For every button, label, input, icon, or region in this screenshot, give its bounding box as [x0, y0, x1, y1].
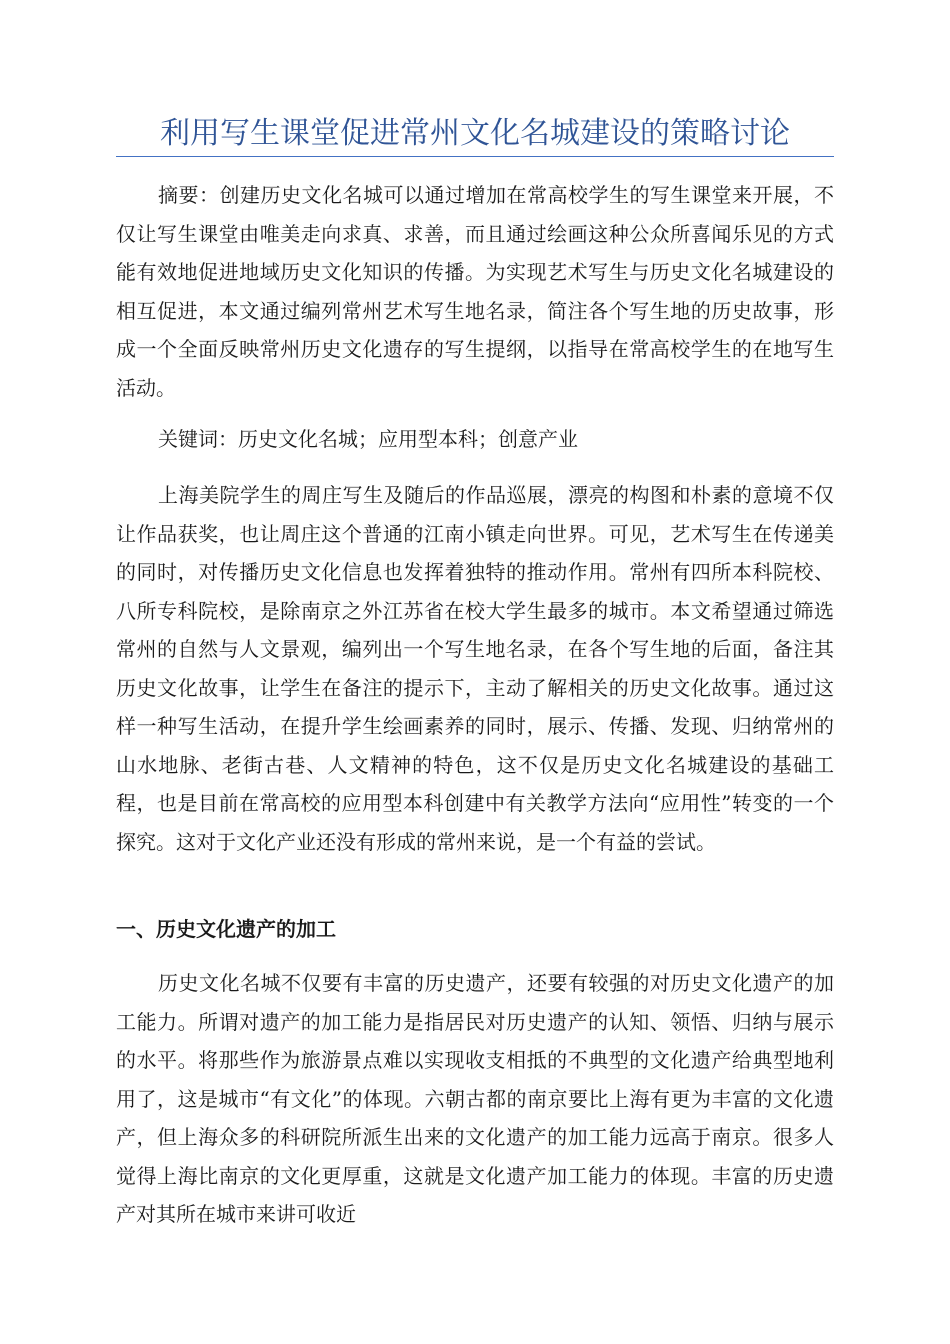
section1-block — [116, 964, 834, 1234]
keywords-paragraph: 关键词：历史文化名城；应用型本科；创意产业 — [158, 427, 578, 451]
title-underline — [116, 156, 834, 157]
intro-block — [116, 476, 834, 861]
section1-heading: 一、历史文化遗产的加工 — [116, 917, 336, 941]
intro-paragraph: 上海美院学生的周庄写生及随后的作品巡展，漂亮的构图和朴素的意境不仅让作品获奖，也让周庄这个普通的江南小镇走向世界。可见，艺术写生在传递美的同时，对传播历史文化信息也发挥着独特的推动作用。常州有四所本科院校、八所专科院校，是除南京之外江苏省在校大学生最多的城市。本文希望通过筛选常州的自然与人文景观，编列出一个写生地名录，在各个写生地的后面，备注其历史文化故事，让学生在备注的提示下，主动了解相关的历史文化故事。通过这样一种写生活动，在提升学生绘画素养的同时，展示、传播、发现、归纳常州的山水地脉、老街古巷、人文精神的特色，这不仅是历史文化名城建设的基础工程，也是目前在常高校的应用型本科创建中有关教学方法向“应用性”转变的一个探究。这对于文化产业还没有形成的常州来说，是一个有益的尝试。 — [116, 483, 834, 854]
document-title: 利用写生课堂促进常州文化名城建设的策略讨论 — [160, 116, 790, 151]
section1-heading-block — [116, 910, 834, 949]
abstract-block — [116, 176, 834, 407]
keywords-block — [116, 420, 834, 459]
abstract-paragraph: 摘要：创建历史文化名城可以通过增加在常高校学生的写生课堂来开展，不仅让写生课堂由唯美走向求真、求善，而且通过绘画这种公众所喜闻乐见的方式能有效地促进地域历史文化知识的传播。为实现艺术写生与历史文化名城建设的相互促进，本文通过编列常州艺术写生地名录，简注各个写生地的历史故事，形成一个全面反映常州历史文化遗存的写生提纲，以指导在常高校学生的在地写生活动。 — [116, 183, 834, 400]
section1-paragraph: 历史文化名城不仅要有丰富的历史遗产，还要有较强的对历史文化遗产的加工能力。所谓对遗产的加工能力是指居民对历史遗产的认知、领悟、归纳与展示的水平。将那些作为旅游景点难以实现收支相抵的不典型的文化遗产给典型地利用了，这是城市“有文化”的体现。六朝古都的南京要比上海有更为丰富的文化遗产，但上海众多的科研院所派生出来的文化遗产的加工能力远高于南京。很多人觉得上海比南京的文化更厚重，这就是文化遗产加工能力的体现。丰富的历史遗产对其所在城市来讲可收近 — [116, 971, 834, 1226]
